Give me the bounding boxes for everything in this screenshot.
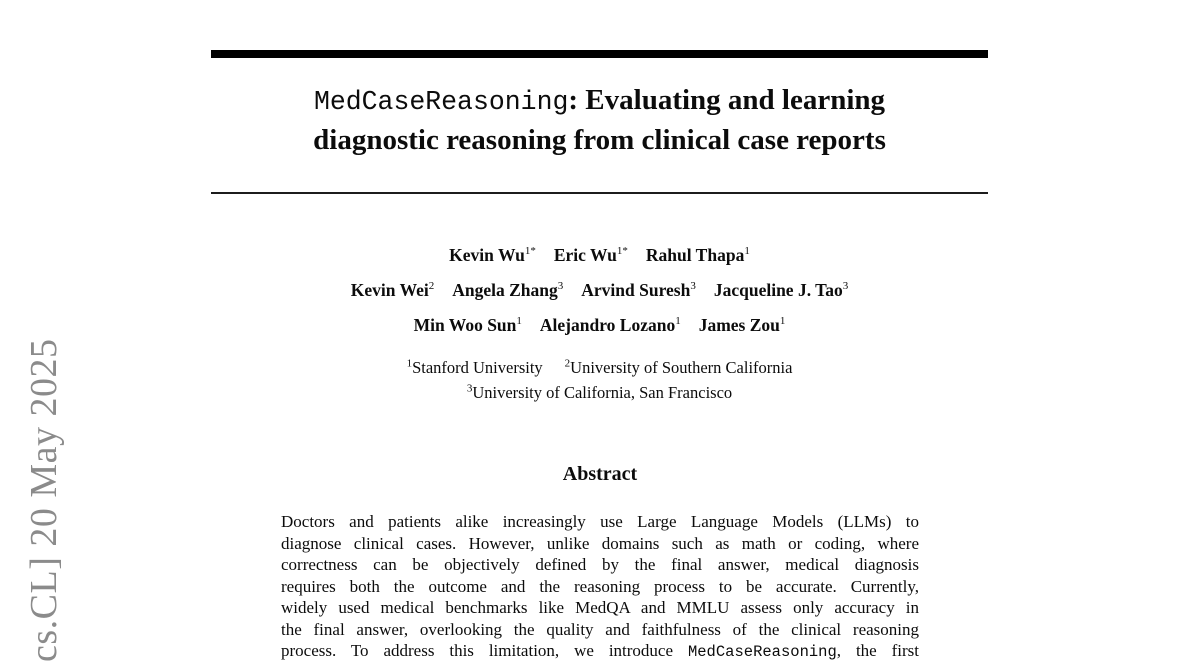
abstract-heading: Abstract	[562, 463, 638, 485]
abstract-line: widely used medical benchmarks like MedQA and MMLU assess only accuracy in	[281, 598, 919, 617]
affiliation: $^1$Stanford University	[406, 357, 543, 377]
author-name: Min Woo Sun$^1$	[413, 315, 522, 335]
paper-title-system-name: MedCaseReasoning	[313, 87, 569, 117]
author-affiliation-marker: 1*	[524, 245, 536, 258]
author-name: Jacqueline J. Tao$^3$	[713, 280, 849, 300]
author-affiliation-marker: 1	[779, 315, 786, 328]
affiliation-marker: 3	[466, 382, 473, 395]
abstract-body	[281, 511, 919, 664]
affiliation-marker: 2	[564, 357, 571, 370]
affiliation: $^3$University of California, San Francisco	[466, 382, 733, 402]
author-affiliation-marker: 3	[842, 280, 849, 293]
abstract-line: process. To address this limitation, we introduce MedCaseReasoning, the first	[281, 641, 920, 661]
authors-block	[211, 238, 988, 343]
author-affiliation-marker: 3	[557, 280, 564, 293]
author-name: James Zou$^1$	[698, 315, 786, 335]
author-name: Rahul Thapa$^1$	[645, 245, 750, 265]
paper-title-rest: : Evaluating and learning	[568, 84, 886, 116]
author-affiliation-marker: 1	[675, 315, 681, 328]
author-name: Kevin $Wu^{1*}$	[449, 245, 536, 265]
affiliations-block	[211, 355, 988, 405]
paper-title-line1	[211, 81, 988, 121]
affiliation-line	[211, 380, 988, 405]
author-row	[211, 238, 988, 273]
author-row	[211, 308, 988, 343]
author-affiliation-marker: 1*	[616, 245, 628, 258]
arxiv-stamp: cs.CL] 20 May 2025	[23, 338, 65, 662]
top-rule	[211, 50, 988, 58]
author-name: Eric $Wu^{1*}$	[553, 245, 628, 265]
author-name: Kevin Wei$^2$	[350, 280, 435, 300]
author-affiliation-marker: 3	[690, 280, 696, 293]
abstract-line: Doctors and patients alike increasingly use Large Language Models (LLMs) to	[281, 512, 919, 531]
author-row	[211, 273, 988, 308]
affiliation-line	[211, 355, 988, 380]
affiliation-marker: 1	[406, 357, 413, 370]
abstract-line: requires both the outcome and the reasoning process to be accurate. Currently,	[281, 576, 919, 596]
abstract-line: diagnose clinical cases. However, unlike domains such as math or coding, where	[281, 533, 919, 553]
author-affiliation-marker: 1	[516, 315, 522, 328]
abstract-line: correctness can be objectively defined by the final answer, medical diagnosis	[281, 555, 919, 574]
author-affiliation-marker: 2	[428, 280, 435, 293]
system-name-inline: MedCaseReasoning	[687, 643, 837, 661]
abstract-line: the final answer, overlooking the quality and faithfulness of the clinical reasoning	[281, 619, 919, 639]
paper-title	[211, 81, 988, 159]
author-name: Arvind Suresh$^3$	[581, 280, 696, 300]
title-separator-rule	[211, 192, 988, 194]
affiliation: $^2$University of Southern California	[564, 357, 793, 377]
author-name: Angela Zhang$^3$	[452, 280, 564, 300]
paper-title-line2: diagnostic reasoning from clinical case reports	[313, 124, 886, 156]
author-affiliation-marker: 1	[744, 245, 750, 258]
author-name: Alejandro Lozano$^1$	[539, 315, 681, 335]
